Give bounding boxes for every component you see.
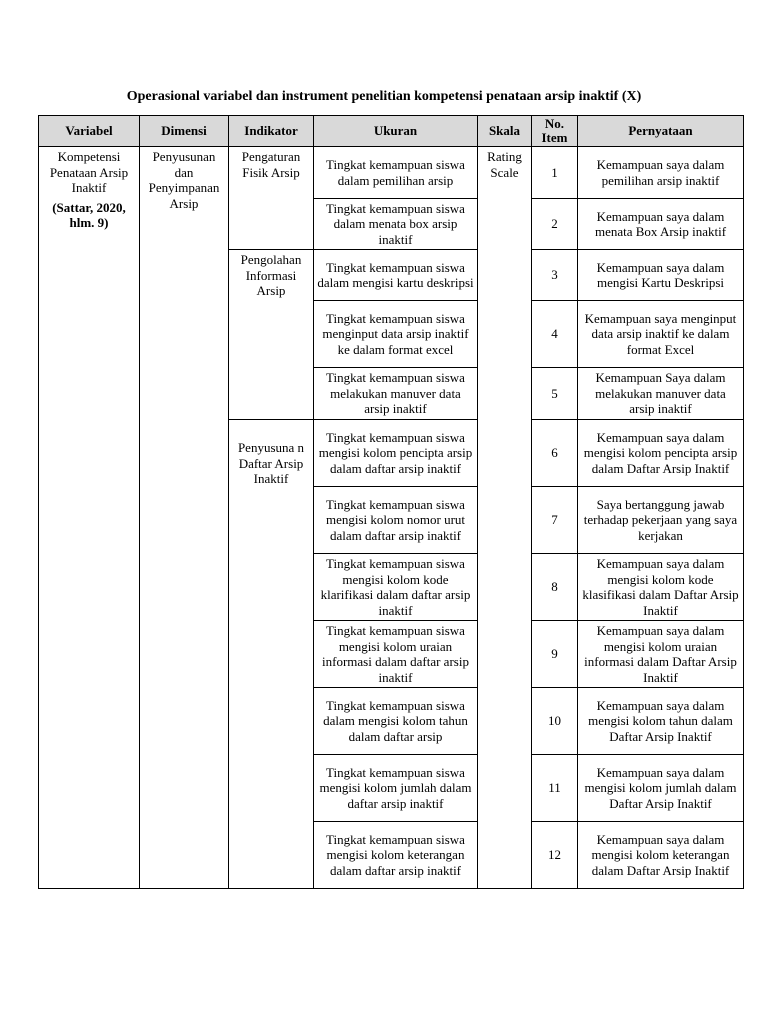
no-item-cell: 1: [532, 147, 578, 199]
dimensi-cell: Penyusunan dan Penyimpanan Arsip: [140, 147, 229, 889]
pernyataan-cell: Kemampuan saya dalam mengisi Kartu Deskripsi: [578, 250, 744, 301]
ukuran-cell: Tingkat kemampuan siswa dalam mengisi kolom tahun dalam daftar arsip: [314, 688, 478, 755]
header-variabel: Variabel: [39, 116, 140, 147]
no-item-cell: 2: [532, 199, 578, 250]
pernyataan-cell: Kemampuan saya menginput data arsip inaktif ke dalam format Excel: [578, 301, 744, 368]
no-item-cell: 12: [532, 822, 578, 889]
header-row: [39, 116, 744, 147]
no-item-cell: 3: [532, 250, 578, 301]
header-dimensi: Dimensi: [140, 116, 229, 147]
indikator-label: Penyusuna n Daftar Arsip Inaktif: [237, 440, 305, 486]
no-item-cell: 4: [532, 301, 578, 368]
operational-variable-table: [38, 115, 744, 889]
indikator-cell: Pengaturan Fisik Arsip: [229, 147, 314, 250]
pernyataan-cell: Kemampuan saya dalam mengisi kolom pencipta arsip dalam Daftar Arsip Inaktif: [578, 420, 744, 487]
header-ukuran: Ukuran: [314, 116, 478, 147]
variabel-name: Kompetensi Penataan Arsip Inaktif: [49, 149, 129, 195]
variabel-cell: [39, 147, 140, 889]
header-no-item: No. Item: [532, 116, 578, 147]
ukuran-cell: Tingkat kemampuan siswa dalam mengisi kartu deskripsi: [314, 250, 478, 301]
no-item-cell: 6: [532, 420, 578, 487]
indikator-cell: [229, 420, 314, 889]
variabel-citation: (Sattar, 2020, hlm. 9): [52, 199, 126, 230]
ukuran-cell: Tingkat kemampuan siswa mengisi kolom nomor urut dalam daftar arsip inaktif: [314, 487, 478, 554]
header-skala: Skala: [478, 116, 532, 147]
indikator-cell: Pengolahan Informasi Arsip: [229, 250, 314, 420]
pernyataan-cell: Kemampuan saya dalam mengisi kolom kode klasifikasi dalam Daftar Arsip Inaktif: [578, 554, 744, 621]
header-pernyataan: Pernyataan: [578, 116, 744, 147]
no-item-cell: 10: [532, 688, 578, 755]
no-item-cell: 8: [532, 554, 578, 621]
ukuran-cell: Tingkat kemampuan siswa mengisi kolom keterangan dalam daftar arsip inaktif: [314, 822, 478, 889]
ukuran-cell: Tingkat kemampuan siswa melakukan manuver data arsip inaktif: [314, 368, 478, 420]
ukuran-cell: Tingkat kemampuan siswa mengisi kolom pencipta arsip dalam daftar arsip inaktif: [314, 420, 478, 487]
no-item-cell: 5: [532, 368, 578, 420]
pernyataan-cell: Kemampuan saya dalam mengisi kolom jumlah dalam Daftar Arsip Inaktif: [578, 755, 744, 822]
table-row: [39, 147, 744, 199]
pernyataan-cell: Saya bertanggung jawab terhadap pekerjaan yang saya kerjakan: [578, 487, 744, 554]
ukuran-cell: Tingkat kemampuan siswa mengisi kolom jumlah dalam daftar arsip inaktif: [314, 755, 478, 822]
pernyataan-cell: Kemampuan Saya dalam melakukan manuver data arsip inaktif: [578, 368, 744, 420]
page-title: Operasional variabel dan instrument penelitian kompetensi penataan arsip inaktif (X): [126, 89, 642, 104]
no-item-cell: 11: [532, 755, 578, 822]
pernyataan-cell: Kemampuan saya dalam mengisi kolom uraian informasi dalam Daftar Arsip Inaktif: [578, 621, 744, 688]
ukuran-cell: Tingkat kemampuan siswa mengisi kolom uraian informasi dalam daftar arsip inaktif: [314, 621, 478, 688]
no-item-cell: 9: [532, 621, 578, 688]
pernyataan-cell: Kemampuan saya dalam menata Box Arsip inaktif: [578, 199, 744, 250]
header-indikator: Indikator: [229, 116, 314, 147]
pernyataan-cell: Kemampuan saya dalam pemilihan arsip inaktif: [578, 147, 744, 199]
ukuran-cell: Tingkat kemampuan siswa dalam pemilihan arsip: [314, 147, 478, 199]
pernyataan-cell: Kemampuan saya dalam mengisi kolom keterangan dalam Daftar Arsip Inaktif: [578, 822, 744, 889]
pernyataan-cell: Kemampuan saya dalam mengisi kolom tahun dalam Daftar Arsip Inaktif: [578, 688, 744, 755]
no-item-cell: 7: [532, 487, 578, 554]
ukuran-cell: Tingkat kemampuan siswa dalam menata box arsip inaktif: [314, 199, 478, 250]
skala-cell: Rating Scale: [478, 147, 532, 889]
ukuran-cell: Tingkat kemampuan siswa menginput data arsip inaktif ke dalam format excel: [314, 301, 478, 368]
ukuran-cell: Tingkat kemampuan siswa mengisi kolom kode klarifikasi dalam daftar arsip inaktif: [314, 554, 478, 621]
